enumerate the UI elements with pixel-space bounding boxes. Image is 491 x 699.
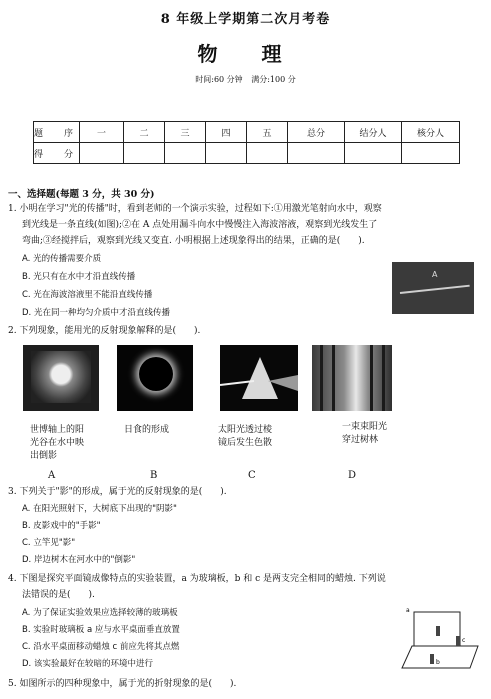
score-header-cell: 核分人 [402,122,460,143]
section-heading: 一、选择题(每题 3 分，共 30 分) [8,189,155,200]
score-cell[interactable] [165,143,206,164]
score-table-header-row [34,122,460,143]
q2-option-a[interactable]: A [48,470,56,481]
q2-caption-b: 日食的形成 [124,425,170,435]
score-cell[interactable] [345,143,402,164]
score-table-score-row [34,143,460,164]
score-header-cell: 题 序 [34,122,80,143]
score-cell[interactable] [80,143,124,164]
q3-option-a[interactable]: A. 在阳光照射下，大树底下出现的"阴影" [22,504,177,514]
q4-option-c[interactable]: C. 沿水平桌面移动蜡烛 c 前应先将其点燃 [22,642,180,652]
q1-stem-line: 到光线是一条直线(如图);②在 A 点处用漏斗向水中慢慢注入海波溶液，观察到光线发生了 [22,220,378,230]
q4-option-b[interactable]: B. 实验时玻璃板 a 应与水平桌面垂直放置 [22,625,180,635]
q3-option-c[interactable]: C. 立竿见"影" [22,538,76,548]
q2-caption-a: 世博轴上的阳 光谷在水中映 出倒影 [30,425,85,461]
exam-title: 8 年级上学期第二次月考卷 [160,12,331,27]
score-cell[interactable] [402,143,460,164]
q5-stem: 5. 如图所示的四种现象中，属于光的折射现象的是( ). [8,679,237,689]
plane-mirror-apparatus-figure [400,606,480,672]
score-header-cell: 五 [247,122,288,143]
q3-stem: 3. 下列关于"影"的形成，属于光的反射现象的是( ). [8,487,227,497]
q4-stem-line: 4. 下图是探究平面镜成像特点的实验装置，a 为玻璃板，b 和 c 是两支完全相同的蜡烛. 下列说 [8,574,386,584]
laser-beam [400,285,470,294]
q4-option-d[interactable]: D. 该实验最好在较暗的环境中进行 [22,659,153,669]
score-cell[interactable] [247,143,288,164]
q2-caption-c: 太阳光透过棱 镜后发生色散 [218,425,273,448]
score-header-cell: 结分人 [345,122,402,143]
q1-stem-line: 弯曲;③经搅拌后，观察到光线又变直. 小明根据上述现象得出的结果，正确的是( ). [22,236,365,246]
q1-option-d[interactable]: D. 光在同一种均匀介质中才沿直线传播 [22,308,170,318]
q1-option-b[interactable]: B. 光只有在水中才沿直线传播 [22,272,136,282]
score-header-cell: 三 [165,122,206,143]
eclipse-photo [117,345,193,411]
time-limit: 时间:60 分钟 [195,75,243,84]
forest-sunbeam-photo [312,345,392,411]
q4-option-a[interactable]: A. 为了保证实验效果应选择较薄的玻璃板 [22,608,178,618]
full-score: 满分:100 分 [251,75,296,84]
q1-stem-line: 1. 小明在学习"光的传播"时，看到老师的一个演示实验，过程如下:①用激光笔射向水中，观察 [8,204,382,214]
q1-option-c[interactable]: C. 光在海波溶液里不能沿直线传播 [22,290,153,300]
score-row-label: 得 分 [34,143,80,164]
prism-dispersion-photo [220,345,298,411]
exam-meta [0,74,491,85]
subject-title: 物 理 [197,42,294,66]
score-header-cell: 总分 [288,122,345,143]
q2-option-c[interactable]: C [248,470,256,481]
label-c: c [462,637,466,644]
q1-option-a[interactable]: A. 光的传播需要介质 [22,254,102,264]
point-a-label: A [432,270,438,279]
q2-caption-d: 一束束阳光 穿过树林 [342,422,388,445]
score-cell[interactable] [124,143,165,164]
q3-option-d[interactable]: D. 岸边树木在河水中的"倒影" [22,555,136,565]
score-cell[interactable] [206,143,247,164]
laser-experiment-photo [392,262,474,314]
score-cell[interactable] [288,143,345,164]
q3-option-b[interactable]: B. 皮影戏中的"手影" [22,521,101,531]
score-header-cell: 四 [206,122,247,143]
score-table [33,121,460,164]
score-header-cell: 二 [124,122,165,143]
label-a: a [406,607,410,614]
label-b: b [436,659,440,666]
q2-option-b[interactable]: B [150,470,158,481]
score-header-cell: 一 [80,122,124,143]
q4-stem-line: 法错误的是( ). [22,590,95,600]
q2-option-d[interactable]: D [348,470,357,481]
q2-stem: 2. 下列现象，能用光的反射现象解释的是( ). [8,326,201,336]
expo-reflection-photo [23,345,99,411]
